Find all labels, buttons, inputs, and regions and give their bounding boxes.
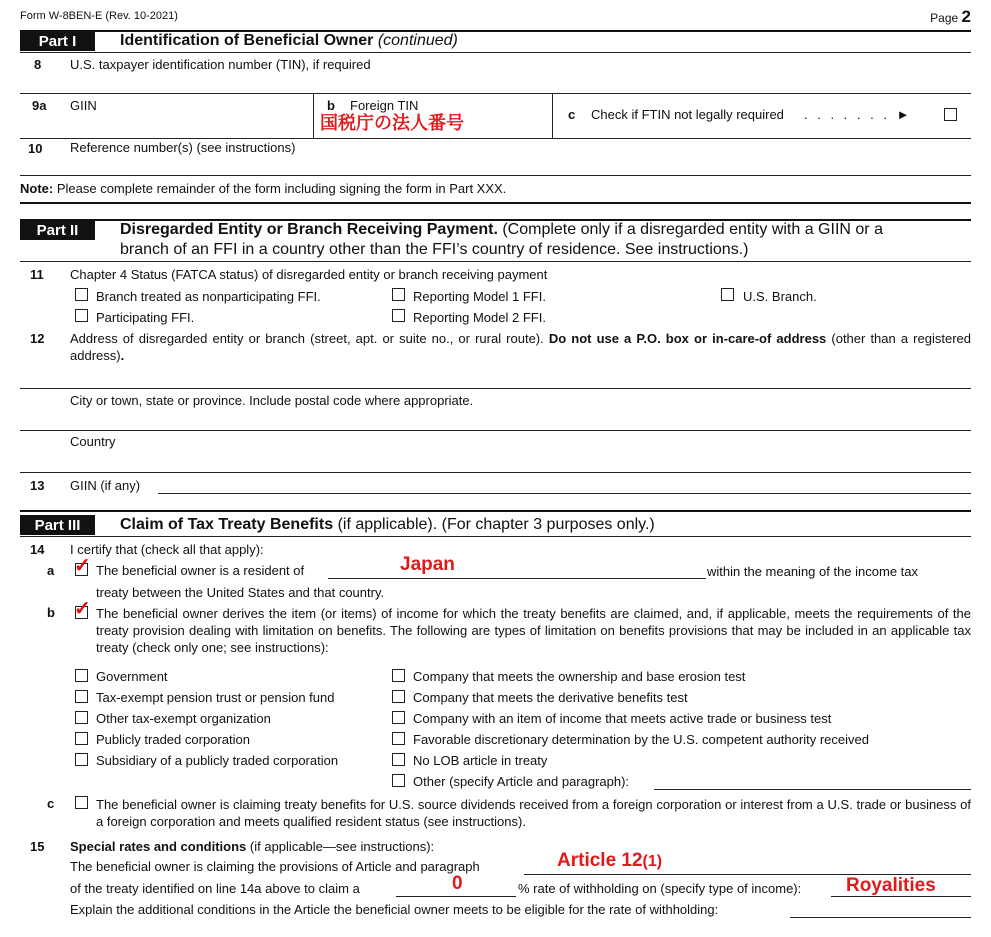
line8-label: U.S. taxpayer identification number (TIN), if required bbox=[70, 57, 371, 72]
line15-text1: The beneficial owner is claiming the provisions of Article and paragraph bbox=[70, 859, 480, 874]
page-num: 2 bbox=[961, 7, 971, 26]
line10-number: 10 bbox=[28, 141, 43, 156]
address-field[interactable] bbox=[20, 388, 971, 389]
lob-other-field[interactable] bbox=[654, 789, 971, 790]
lob-government-label: Government bbox=[96, 669, 168, 684]
line14a-text3: treaty between the United States and that country. bbox=[96, 585, 385, 600]
part1-title-text: Identification of Beneficial Owner bbox=[120, 32, 374, 49]
lob-subsidiary-label: Subsidiary of a publicly traded corporation bbox=[96, 753, 339, 768]
lob-derivative-label: Company that meets the derivative benefits test bbox=[413, 690, 688, 705]
part3-tag: Part III bbox=[20, 515, 95, 535]
part3-title bbox=[120, 516, 655, 534]
line15-rest: (if applicable—see instructions): bbox=[249, 839, 435, 854]
participating-ffi-checkbox[interactable] bbox=[75, 309, 88, 322]
lob-discretionary-checkbox[interactable] bbox=[392, 732, 405, 745]
branch-nonparticipating-checkbox[interactable] bbox=[75, 288, 88, 301]
line9a-number: 9a bbox=[32, 98, 47, 113]
rate-field[interactable] bbox=[396, 896, 516, 897]
part2-title-rest1: (Complete only if a disregarded entity with a GIIN or a bbox=[502, 221, 883, 238]
part3-title-rest: (if applicable). (For chapter 3 purposes only.) bbox=[337, 516, 655, 533]
line15-label bbox=[70, 839, 434, 854]
line15-text2b: % rate of withholding on (specify type of income): bbox=[518, 881, 802, 896]
qualified-resident-checkbox[interactable] bbox=[75, 796, 88, 809]
us-branch-checkbox[interactable] bbox=[721, 288, 734, 301]
lob-derivative-checkbox[interactable] bbox=[392, 690, 405, 703]
line14c-letter: c bbox=[47, 796, 55, 811]
line9b-label: Foreign TIN bbox=[350, 98, 419, 113]
line15-text2a: of the treaty identified on line 14a above to claim a bbox=[70, 881, 360, 896]
lob-ownership-checkbox[interactable] bbox=[392, 669, 405, 682]
reporting-model1-checkbox[interactable] bbox=[392, 288, 405, 301]
line9b-number: b bbox=[327, 98, 335, 113]
line14-number: 14 bbox=[30, 542, 45, 557]
line15-number: 15 bbox=[30, 839, 45, 854]
lob-subsidiary-checkbox[interactable] bbox=[75, 753, 88, 766]
line14a-text2: within the meaning of the income tax bbox=[707, 564, 919, 579]
line12-text-b: (other than a bbox=[831, 331, 909, 346]
foreign-tin-value[interactable]: 国税庁の法人番号 bbox=[320, 113, 464, 133]
lob-other-taxexempt-label: Other tax-exempt organization bbox=[96, 711, 271, 726]
line11-number: 11 bbox=[30, 267, 44, 282]
income-type-value[interactable]: Royalities bbox=[846, 875, 936, 896]
line14b-text: The beneficial owner derives the item (or items) of income for which the treaty benefits are claimed, and, if applicable, meets the requirements of the treaty provision dealing with limitation on benefits. The following are types of limitation on benefits provisions that may be included in an applicable tax treaty (check only one; see instructions): bbox=[96, 606, 971, 655]
part2-tag: Part II bbox=[20, 220, 95, 240]
article-value[interactable] bbox=[557, 850, 662, 872]
ftin-not-required-checkbox[interactable] bbox=[944, 108, 957, 121]
line10-label: Reference number(s) (see instructions) bbox=[70, 140, 296, 155]
note-label: Note: bbox=[20, 181, 54, 196]
article-number: Article 12 bbox=[557, 850, 643, 871]
reporting-model2-checkbox[interactable] bbox=[392, 309, 405, 322]
lob-other-taxexempt-checkbox[interactable] bbox=[75, 711, 88, 724]
lob-ownership-label: Company that meets the ownership and base erosion test bbox=[413, 669, 746, 684]
line14a-letter: a bbox=[47, 563, 55, 578]
line12-label bbox=[70, 330, 971, 364]
line9c-label: Check if FTIN not legally required bbox=[591, 107, 784, 122]
line12-number: 12 bbox=[30, 331, 45, 346]
us-branch-label: U.S. Branch. bbox=[743, 289, 817, 304]
lob-discretionary-label: Favorable discretionary determination by the U.S. competent authority received bbox=[413, 732, 869, 747]
part2-title bbox=[120, 220, 883, 260]
giin-field[interactable] bbox=[158, 493, 971, 494]
lob-active-trade-checkbox[interactable] bbox=[392, 711, 405, 724]
resident-country-value[interactable]: Japan bbox=[400, 554, 455, 575]
part1-tag: Part I bbox=[20, 31, 95, 51]
line12-text-a: Address of disregarded entity or branch (street, apt. or suite no., or rural route). bbox=[70, 331, 544, 346]
part2-title-rest2: branch of an FFI in a country other than the FFI’s country of residence. See instructions.) bbox=[120, 241, 749, 258]
lob-pension-label: Tax-exempt pension trust or pension fund bbox=[96, 690, 335, 705]
line15-text3: Explain the additional conditions in the Article the beneficial owner meets to be eligible for the rate of withholding: bbox=[70, 902, 719, 917]
line15-bold: Special rates and conditions bbox=[70, 839, 247, 854]
reporting-model1-label: Reporting Model 1 FFI. bbox=[413, 289, 546, 304]
line9c-leader: . . . . . . . ► bbox=[804, 107, 913, 122]
lob-pension-checkbox[interactable] bbox=[75, 690, 88, 703]
lob-public-corp-checkbox[interactable] bbox=[75, 732, 88, 745]
country-field[interactable] bbox=[20, 472, 971, 473]
branch-nonparticipating-label: Branch treated as nonparticipating FFI. bbox=[96, 289, 321, 304]
part1-title bbox=[120, 32, 458, 50]
line9c-number: c bbox=[568, 107, 576, 122]
part2-title-bold: Disregarded Entity or Branch Receiving Payment. bbox=[120, 221, 498, 238]
country-label: Country bbox=[70, 434, 116, 449]
additional-conditions-field[interactable] bbox=[790, 917, 971, 918]
line14a-text1: The beneficial owner is a resident of bbox=[96, 563, 305, 578]
note bbox=[20, 181, 506, 196]
rate-value[interactable]: 0 bbox=[452, 873, 463, 894]
lob-no-article-checkbox[interactable] bbox=[392, 753, 405, 766]
city-field[interactable] bbox=[20, 430, 971, 431]
resident-check-icon: ✓ bbox=[74, 555, 91, 577]
line12-period: . bbox=[120, 348, 125, 363]
line13-label: GIIN (if any) bbox=[70, 478, 141, 493]
lob-other-checkbox[interactable] bbox=[392, 774, 405, 787]
lob-government-checkbox[interactable] bbox=[75, 669, 88, 682]
form-id: Form W-8BEN-E (Rev. 10-2021) bbox=[20, 10, 178, 22]
line9a-label: GIIN bbox=[70, 98, 97, 113]
lob-public-corp-label: Publicly traded corporation bbox=[96, 732, 250, 747]
lob-check-icon: ✓ bbox=[74, 598, 91, 620]
lob-no-article-label: No LOB article in treaty bbox=[413, 753, 548, 768]
lob-active-trade-label: Company with an item of income that meets active trade or business test bbox=[413, 711, 832, 726]
line12-bold: Do not use a P.O. box or in-care-of address bbox=[548, 331, 827, 346]
line8-number: 8 bbox=[34, 57, 42, 72]
line14c-text: The beneficial owner is claiming treaty benefits for U.S. source dividends received from a foreign corporation or interest from a U.S. trade or business of a foreign corporation and meets qualified resident status (see instructions). bbox=[96, 797, 971, 829]
article-paragraph: (1) bbox=[642, 853, 663, 870]
line11-label: Chapter 4 Status (FATCA status) of disregarded entity or branch receiving payment bbox=[70, 267, 548, 282]
note-text: Please complete remainder of the form including signing the form in Part XXX. bbox=[56, 181, 507, 196]
participating-ffi-label: Participating FFI. bbox=[96, 310, 195, 325]
part1-title-suffix: (continued) bbox=[377, 32, 458, 49]
line8-field[interactable] bbox=[20, 93, 971, 94]
line12-text-c: registered address) bbox=[70, 331, 971, 363]
reporting-model2-label: Reporting Model 2 FFI. bbox=[413, 310, 546, 325]
line13-number: 13 bbox=[30, 478, 45, 493]
lob-other-label: Other (specify Article and paragraph): bbox=[413, 774, 630, 789]
page-number bbox=[930, 7, 971, 27]
part3-title-bold: Claim of Tax Treaty Benefits bbox=[120, 516, 334, 533]
resident-country-field[interactable] bbox=[328, 578, 706, 579]
city-label: City or town, state or province. Include postal code where appropriate. bbox=[70, 393, 474, 408]
page-label: Page bbox=[930, 11, 959, 25]
line14b-letter: b bbox=[47, 605, 55, 620]
line14-label: I certify that (check all that apply): bbox=[70, 542, 264, 557]
line10-field[interactable] bbox=[20, 175, 971, 176]
